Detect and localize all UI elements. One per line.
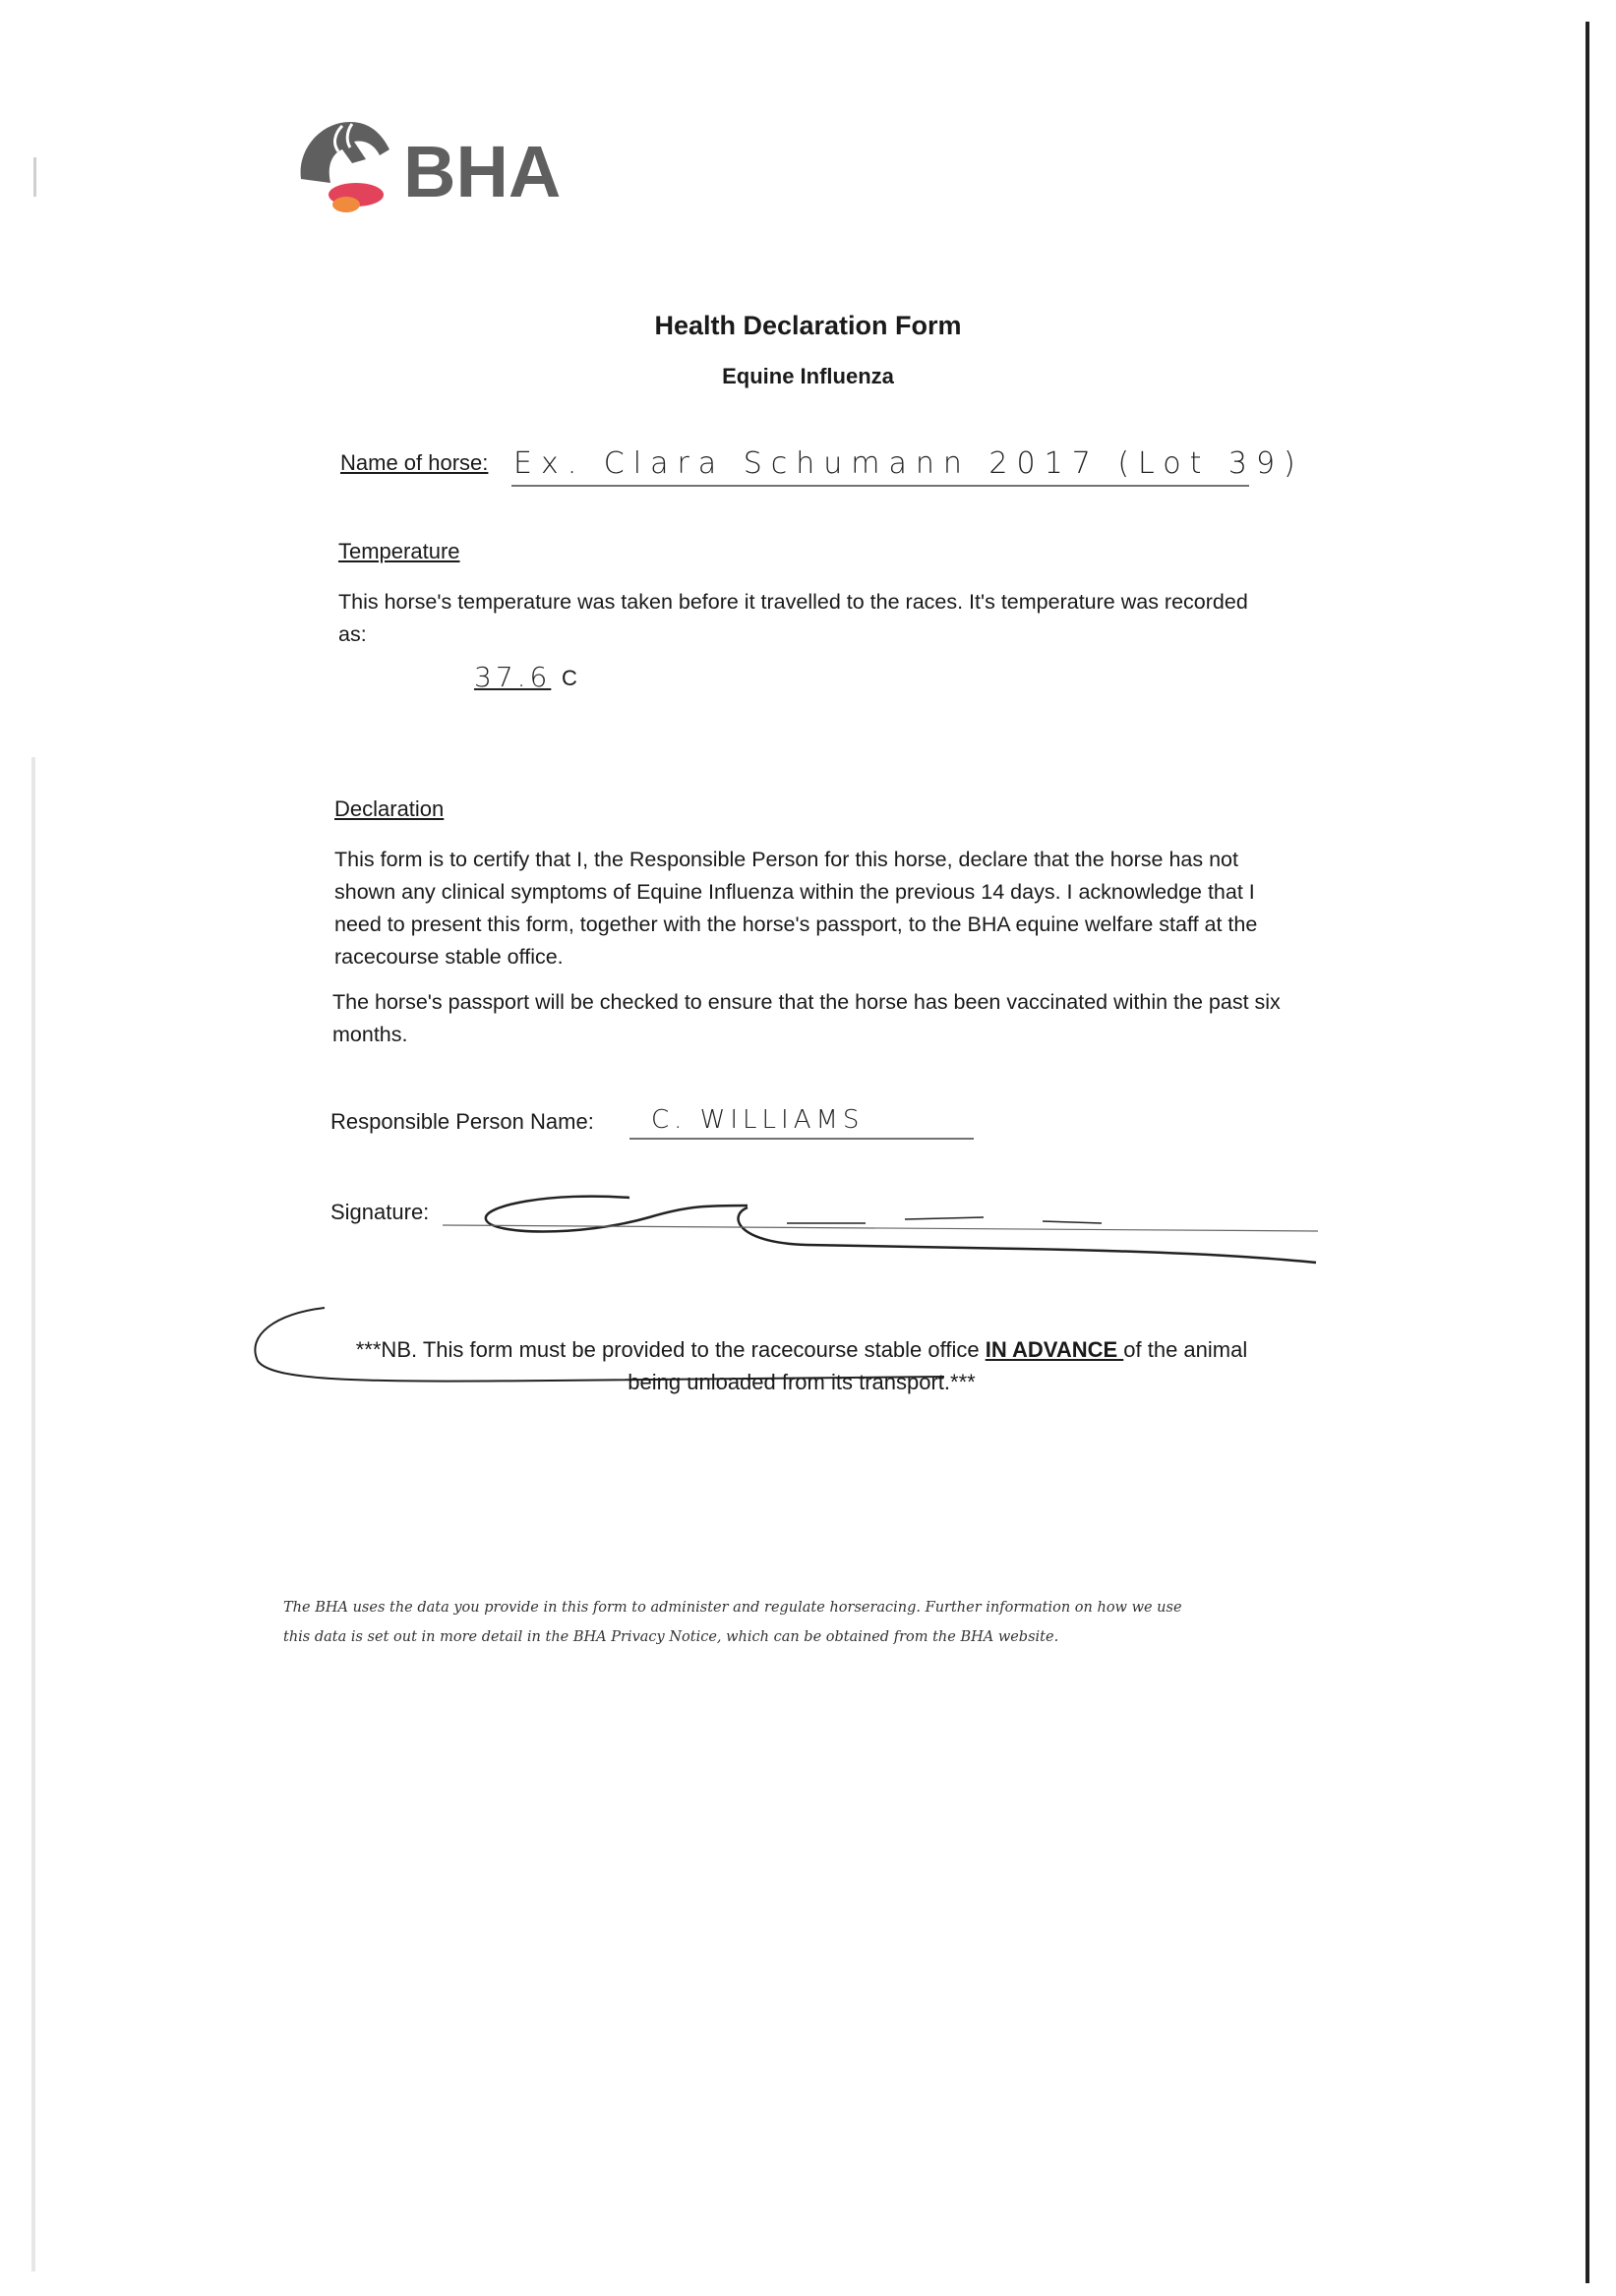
- nb-emphasis: IN ADVANCE: [985, 1337, 1124, 1362]
- nb-suffix: of the animal being unloaded from its transport.***: [628, 1337, 1248, 1394]
- nb-prefix: ***NB. This form must be provided to the racecourse stable office: [355, 1337, 986, 1362]
- temperature-heading: Temperature: [338, 539, 460, 563]
- responsible-person-label: Responsible Person Name:: [330, 1109, 594, 1134]
- form-title: Health Declaration Form: [654, 311, 962, 340]
- temperature-value[interactable]: 37.6: [474, 661, 552, 693]
- privacy-line-1: The BHA uses the data you provide in this form to administer and regulate horseracing. Further information on how we use: [283, 1600, 1182, 1616]
- declaration-paragraph-1: This form is to certify that I, the Responsible Person for this horse, declare that the horse has not shown any clinical symptoms of Equine Influenza within the previous 14 days. I acknowledge that I need to present this form, together with the horse's passport, to the BHA equine welfare staff at the racecourse stable office.: [334, 848, 1258, 969]
- horse-name-label: Name of horse:: [340, 450, 489, 475]
- privacy-notice: [283, 1593, 1306, 1652]
- privacy-line-2: this data is set out in more detail in the BHA Privacy Notice, which can be obtained from the BHA website.: [283, 1629, 1059, 1645]
- temperature-text: This horse's temperature was taken before it travelled to the races. It's temperature was recorded as:: [338, 590, 1248, 646]
- responsible-person-value[interactable]: C. WILLIAMS: [651, 1105, 865, 1135]
- nb-notice: [344, 1333, 1259, 1398]
- svg-text:BHA: BHA: [403, 131, 562, 212]
- horse-name-value[interactable]: Ex. Clara Schumann 2017 (Lot 39): [513, 446, 1304, 481]
- form-subtitle: Equine Influenza: [722, 364, 894, 388]
- temperature-unit: C: [562, 666, 577, 690]
- declaration-paragraph-2: The horse's passport will be checked to ensure that the horse has been vaccinated within the past six months.: [332, 990, 1281, 1046]
- declaration-heading: Declaration: [334, 796, 445, 821]
- signature-ink: [443, 1197, 1318, 1263]
- signature-label: Signature:: [330, 1200, 430, 1224]
